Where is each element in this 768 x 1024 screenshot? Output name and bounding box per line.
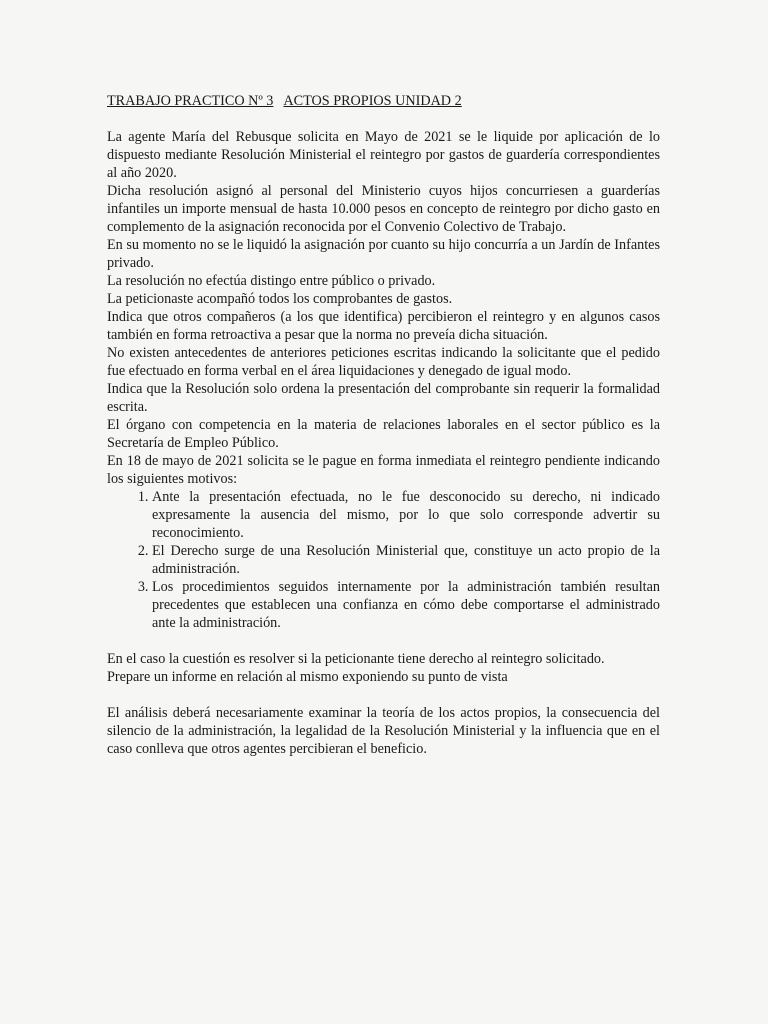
paragraph-coworkers: Indica que otros compañeros (a los que identifica) percibieron el reintegro y en algunos casos también en forma retroactiva a pesar que la norma no preveía dicha situación. [107,309,660,343]
paragraph-not-paid: En su momento no se le liquidó la asignación por cuanto su hijo concurría a un Jardín de Infantes privado. [107,237,660,271]
document-body [107,92,660,758]
paragraph-question: En el caso la cuestión es resolver si la peticionante tiene derecho al reintegro solicitado. [107,651,605,667]
paragraph-new-request: En 18 de mayo de 2021 solicita se le pague en forma inmediata el reintegro pendiente indicando los siguientes motivos: [107,453,660,487]
motive-item: 3. Los procedimientos seguidos internamente por la administración también resultan precedentes que establecen una confianza en cómo debe comportarse el administrado ante la administración. [152,578,660,632]
blank-line [107,686,660,704]
document-title [107,92,660,110]
paragraph-competent-body: El órgano con competencia en la materia de relaciones laborales en el sector público es la Secretaría de Empleo Público. [107,417,660,451]
paragraph-no-distinction: La resolución no efectúa distingo entre público o privado. [107,273,436,289]
title-part-2: ACTOS PROPIOS UNIDAD 2 [283,93,462,109]
motive-item: 2. El Derecho surge de una Resolución Ministerial que, constituye un acto propio de la administración. [152,542,660,578]
blank-line [107,632,660,650]
paragraph-instruction: Prepare un informe en relación al mismo exponiendo su punto de vista [107,669,508,685]
title-part-1: TRABAJO PRACTICO Nº 3 [107,93,274,109]
paragraph-formality: Indica que la Resolución solo ordena la presentación del comprobante sin requerir la formalidad escrita. [107,381,660,415]
paragraph-request: La agente María del Rebusque solicita en Mayo de 2021 se le liquide por aplicación de lo dispuesto mediante Resolución Ministerial el reintegro por gastos de guardería correspondientes al año 2020. [107,129,660,181]
paragraph-antecedents: No existen antecedentes de anteriores peticiones escritas indicando la solicitante que el pedido fue efectuado en forma verbal en el área liquidaciones y denegado de igual modo. [107,345,660,379]
motive-item: 1. Ante la presentación efectuada, no le fue desconocido su derecho, ni indicado expresamente la ausencia del mismo, por lo que solo corresponde advertir su reconocimiento. [152,488,660,542]
paragraph-receipts: La peticionaste acompañó todos los comprobantes de gastos. [107,291,453,307]
motives-list [107,488,660,632]
paragraph-analysis: El análisis deberá necesariamente examinar la teoría de los actos propios, la consecuencia del silencio de la administración, la legalidad de la Resolución Ministerial y la influencia que en el caso conlleva que otros agentes percibieran el beneficio. [107,705,660,757]
paragraph-resolution: Dicha resolución asignó al personal del Ministerio cuyos hijos concurriesen a guarderías infantiles un importe mensual de hasta 10.000 pesos en concepto de reintegro por dicho gasto en complemento de la asignación reconocida por el Convenio Colectivo de Trabajo. [107,183,660,235]
